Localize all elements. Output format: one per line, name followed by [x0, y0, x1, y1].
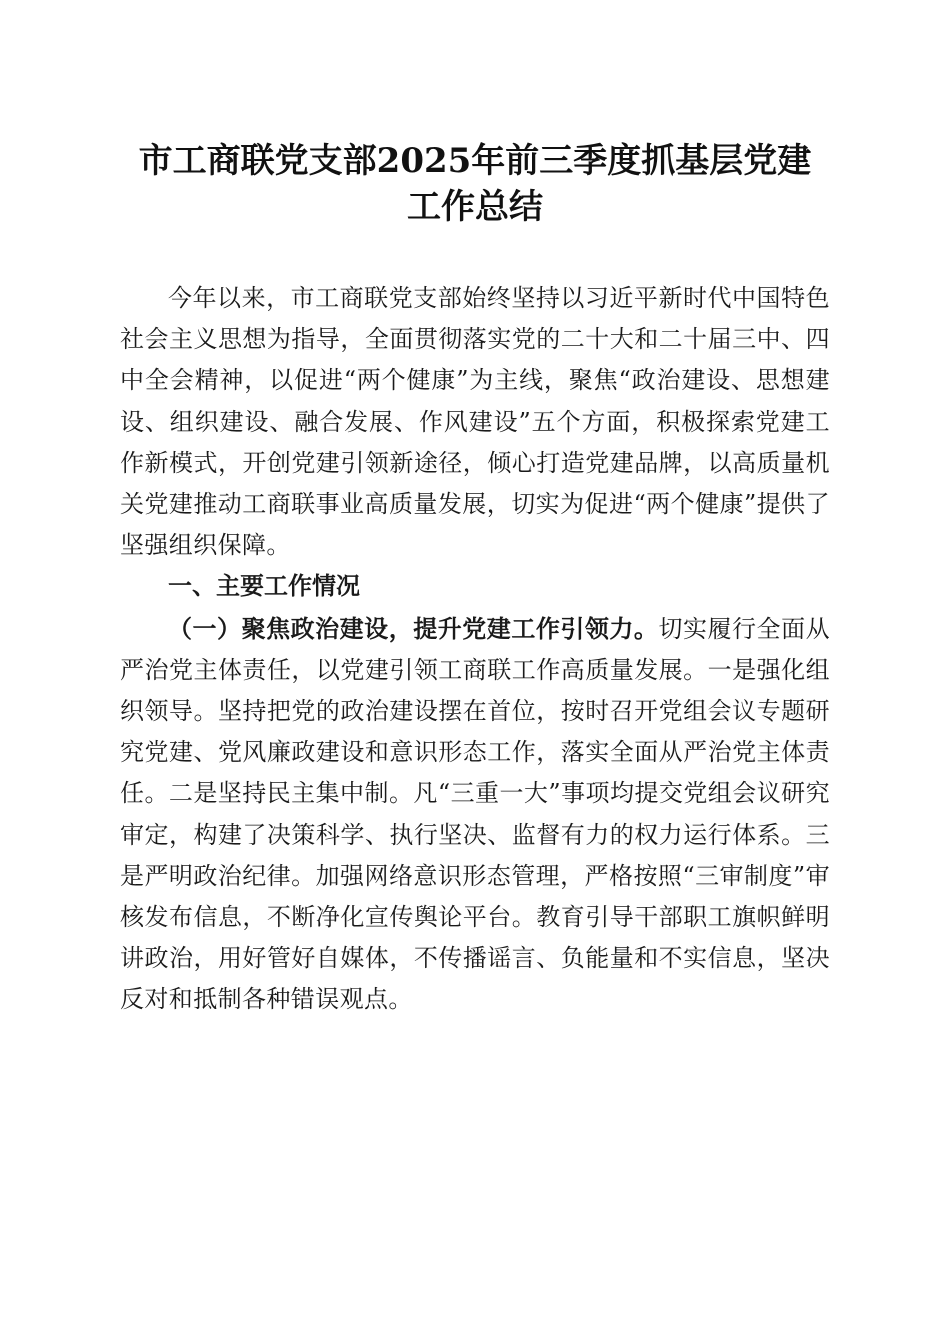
subsection-1-paragraph [120, 608, 830, 1021]
document-title-line-1: 市工商联党支部2025年前三季度抓基层党建 [138, 141, 812, 181]
document-body [120, 278, 830, 1021]
document-title-line-2: 工作总结 [407, 187, 543, 227]
subsection-1-body: 切实履行全面从严治党主体责任，以党建引领工商联工作高质量发展。一是强化组织领导。坚持把党的政治建设摆在首位，按时召开党组会议专题研究党建、党风廉政建设和意识形态工作，落实全面从严治党主体责任。二是坚持民主集中制。凡“三重一大”事项均提交党组会议研究审定，构建了决策科学、执行坚决、监督有力的权力运行体系。三是严明政治纪律。加强网络意识形态管理，严格按照“三审制度”审核发布信息，不断净化宣传舆论平台。教育引导干部职工旗帜鲜明讲政治，用好管好自媒体，不传播谣言、负能量和不实信息，坚决反对和抵制各种错误观点。 [120, 614, 830, 1014]
subsection-1-heading: （一）聚焦政治建设，提升党建工作引领力。 [168, 613, 659, 643]
section-heading-main-work: 一、主要工作情况 [168, 572, 360, 601]
intro-paragraph: 今年以来，市工商联党支部始终坚持以习近平新时代中国特色社会主义思想为指导，全面贯彻落实党的二十大和二十届三中、四中全会精神，以促进“两个健康”为主线，聚焦“政治建设、思想建设、组织建设、融合发展、作风建设”五个方面，积极探索党建工作新模式，开创党建引领新途径，倾心打造党建品牌，以高质量机关党建推动工商联事业高质量发展，切实为促进“两个健康”提供了坚强组织保障。 [120, 284, 830, 560]
document-title [100, 138, 850, 230]
